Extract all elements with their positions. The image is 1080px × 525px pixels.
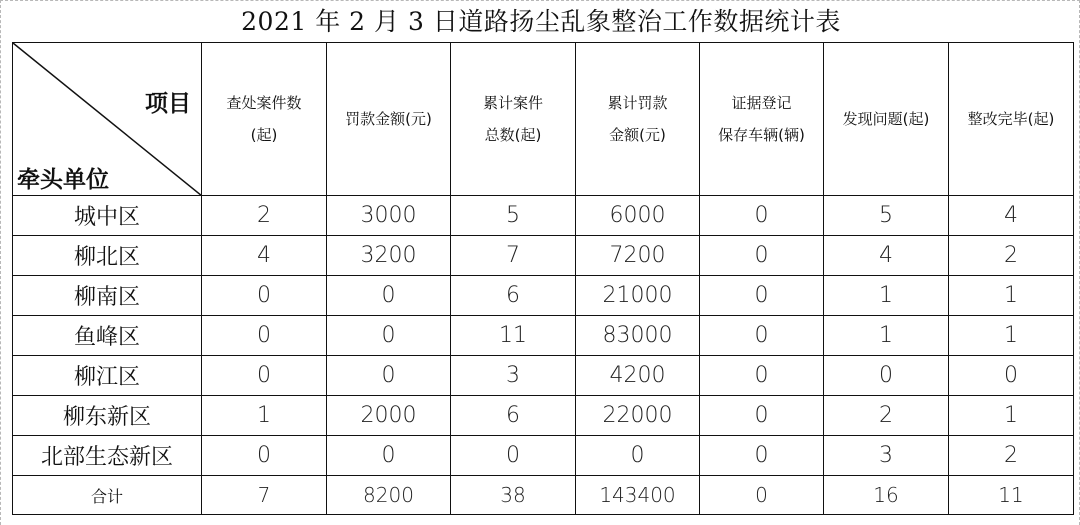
value-cell[interactable]: 0 <box>202 436 327 476</box>
value-cell[interactable]: 1 <box>949 396 1074 436</box>
value-cell[interactable]: 0 <box>327 276 451 316</box>
table-row <box>13 276 1074 316</box>
header-line: 保存车辆(辆) <box>718 126 805 144</box>
total-value-cell[interactable]: 7 <box>202 476 327 515</box>
value-cell[interactable]: 6 <box>451 276 576 316</box>
value-cell[interactable]: 0 <box>327 316 451 356</box>
header-total-cases[interactable] <box>451 43 576 196</box>
unit-name-cell[interactable]: 柳南区 <box>13 276 202 316</box>
value-cell[interactable]: 4 <box>202 236 327 276</box>
diagonal-header-cell[interactable] <box>13 43 202 196</box>
value-cell[interactable]: 2 <box>202 196 327 236</box>
value-cell[interactable]: 0 <box>700 276 824 316</box>
value-cell[interactable]: 0 <box>700 396 824 436</box>
table-row <box>13 316 1074 356</box>
value-cell[interactable]: 1 <box>202 396 327 436</box>
header-issues-found[interactable] <box>824 43 949 196</box>
total-value-cell[interactable]: 0 <box>700 476 824 515</box>
total-row <box>13 476 1074 515</box>
table-row <box>13 396 1074 436</box>
value-cell[interactable]: 2 <box>949 236 1074 276</box>
header-total-fines[interactable] <box>576 43 700 196</box>
unit-name-cell[interactable]: 北部生态新区 <box>13 436 202 476</box>
value-cell[interactable]: 22000 <box>576 396 700 436</box>
value-cell[interactable]: 0 <box>327 356 451 396</box>
total-label-cell[interactable]: 合计 <box>13 476 202 515</box>
value-cell[interactable]: 0 <box>202 356 327 396</box>
unit-name-cell[interactable]: 柳江区 <box>13 356 202 396</box>
table-row <box>13 236 1074 276</box>
header-fine-amount[interactable] <box>327 43 451 196</box>
value-cell[interactable]: 3000 <box>327 196 451 236</box>
value-cell[interactable]: 3 <box>451 356 576 396</box>
value-cell[interactable]: 5 <box>824 196 949 236</box>
value-cell[interactable]: 1 <box>824 276 949 316</box>
statistics-table <box>12 42 1074 515</box>
value-cell[interactable]: 0 <box>700 356 824 396</box>
total-value-cell[interactable]: 16 <box>824 476 949 515</box>
header-line: 金额(元) <box>609 126 666 144</box>
unit-name-cell[interactable]: 柳东新区 <box>13 396 202 436</box>
value-cell[interactable]: 4200 <box>576 356 700 396</box>
value-cell[interactable]: 0 <box>576 436 700 476</box>
value-cell[interactable]: 1 <box>824 316 949 356</box>
value-cell[interactable]: 2000 <box>327 396 451 436</box>
value-cell[interactable]: 0 <box>700 316 824 356</box>
value-cell[interactable]: 83000 <box>576 316 700 356</box>
header-cases[interactable] <box>202 43 327 196</box>
value-cell[interactable]: 0 <box>700 236 824 276</box>
value-cell[interactable]: 2 <box>824 396 949 436</box>
table-title: 2021 年 2 月 3 日道路扬尘乱象整治工作数据统计表 <box>241 7 841 36</box>
unit-name-cell[interactable]: 鱼峰区 <box>13 316 202 356</box>
total-value-cell[interactable]: 8200 <box>327 476 451 515</box>
total-value-cell[interactable]: 143400 <box>576 476 700 515</box>
value-cell[interactable]: 2 <box>949 436 1074 476</box>
value-cell[interactable]: 0 <box>700 436 824 476</box>
header-vehicles-held[interactable] <box>700 43 824 196</box>
value-cell[interactable]: 0 <box>202 316 327 356</box>
value-cell[interactable]: 1 <box>949 316 1074 356</box>
unit-name-cell[interactable]: 柳北区 <box>13 236 202 276</box>
value-cell[interactable]: 0 <box>451 436 576 476</box>
header-line: 总数(起) <box>484 126 542 144</box>
header-line: 发现问题(起) <box>842 110 930 128</box>
value-cell[interactable]: 7 <box>451 236 576 276</box>
value-cell[interactable]: 21000 <box>576 276 700 316</box>
value-cell[interactable]: 4 <box>824 236 949 276</box>
total-value-cell[interactable]: 38 <box>451 476 576 515</box>
header-line: (起) <box>250 126 278 144</box>
value-cell[interactable]: 6 <box>451 396 576 436</box>
value-cell[interactable]: 6000 <box>576 196 700 236</box>
value-cell[interactable]: 5 <box>451 196 576 236</box>
table-row <box>13 196 1074 236</box>
value-cell[interactable]: 11 <box>451 316 576 356</box>
value-cell[interactable]: 0 <box>202 276 327 316</box>
table-row <box>13 356 1074 396</box>
value-cell[interactable]: 0 <box>949 356 1074 396</box>
header-issues-fixed[interactable] <box>949 43 1074 196</box>
header-line: 整改完毕(起) <box>967 110 1055 128</box>
value-cell[interactable]: 4 <box>949 196 1074 236</box>
value-cell[interactable]: 7200 <box>576 236 700 276</box>
table-row <box>13 436 1074 476</box>
value-cell[interactable]: 0 <box>824 356 949 396</box>
header-line: 证据登记 <box>731 94 792 112</box>
header-line: 累计罚款 <box>607 94 668 112</box>
header-row <box>13 43 1074 196</box>
header-line: 查处案件数 <box>226 94 302 112</box>
value-cell[interactable]: 1 <box>949 276 1074 316</box>
header-line: 累计案件 <box>482 94 543 112</box>
total-value-cell[interactable]: 11 <box>949 476 1074 515</box>
value-cell[interactable]: 0 <box>327 436 451 476</box>
header-item-label: 项目 <box>145 91 191 117</box>
header-line: 罚款金额(元) <box>345 110 432 128</box>
value-cell[interactable]: 3200 <box>327 236 451 276</box>
header-unit-label: 牵头单位 <box>17 167 109 193</box>
value-cell[interactable]: 0 <box>700 196 824 236</box>
value-cell[interactable]: 3 <box>824 436 949 476</box>
unit-name-cell[interactable]: 城中区 <box>13 196 202 236</box>
